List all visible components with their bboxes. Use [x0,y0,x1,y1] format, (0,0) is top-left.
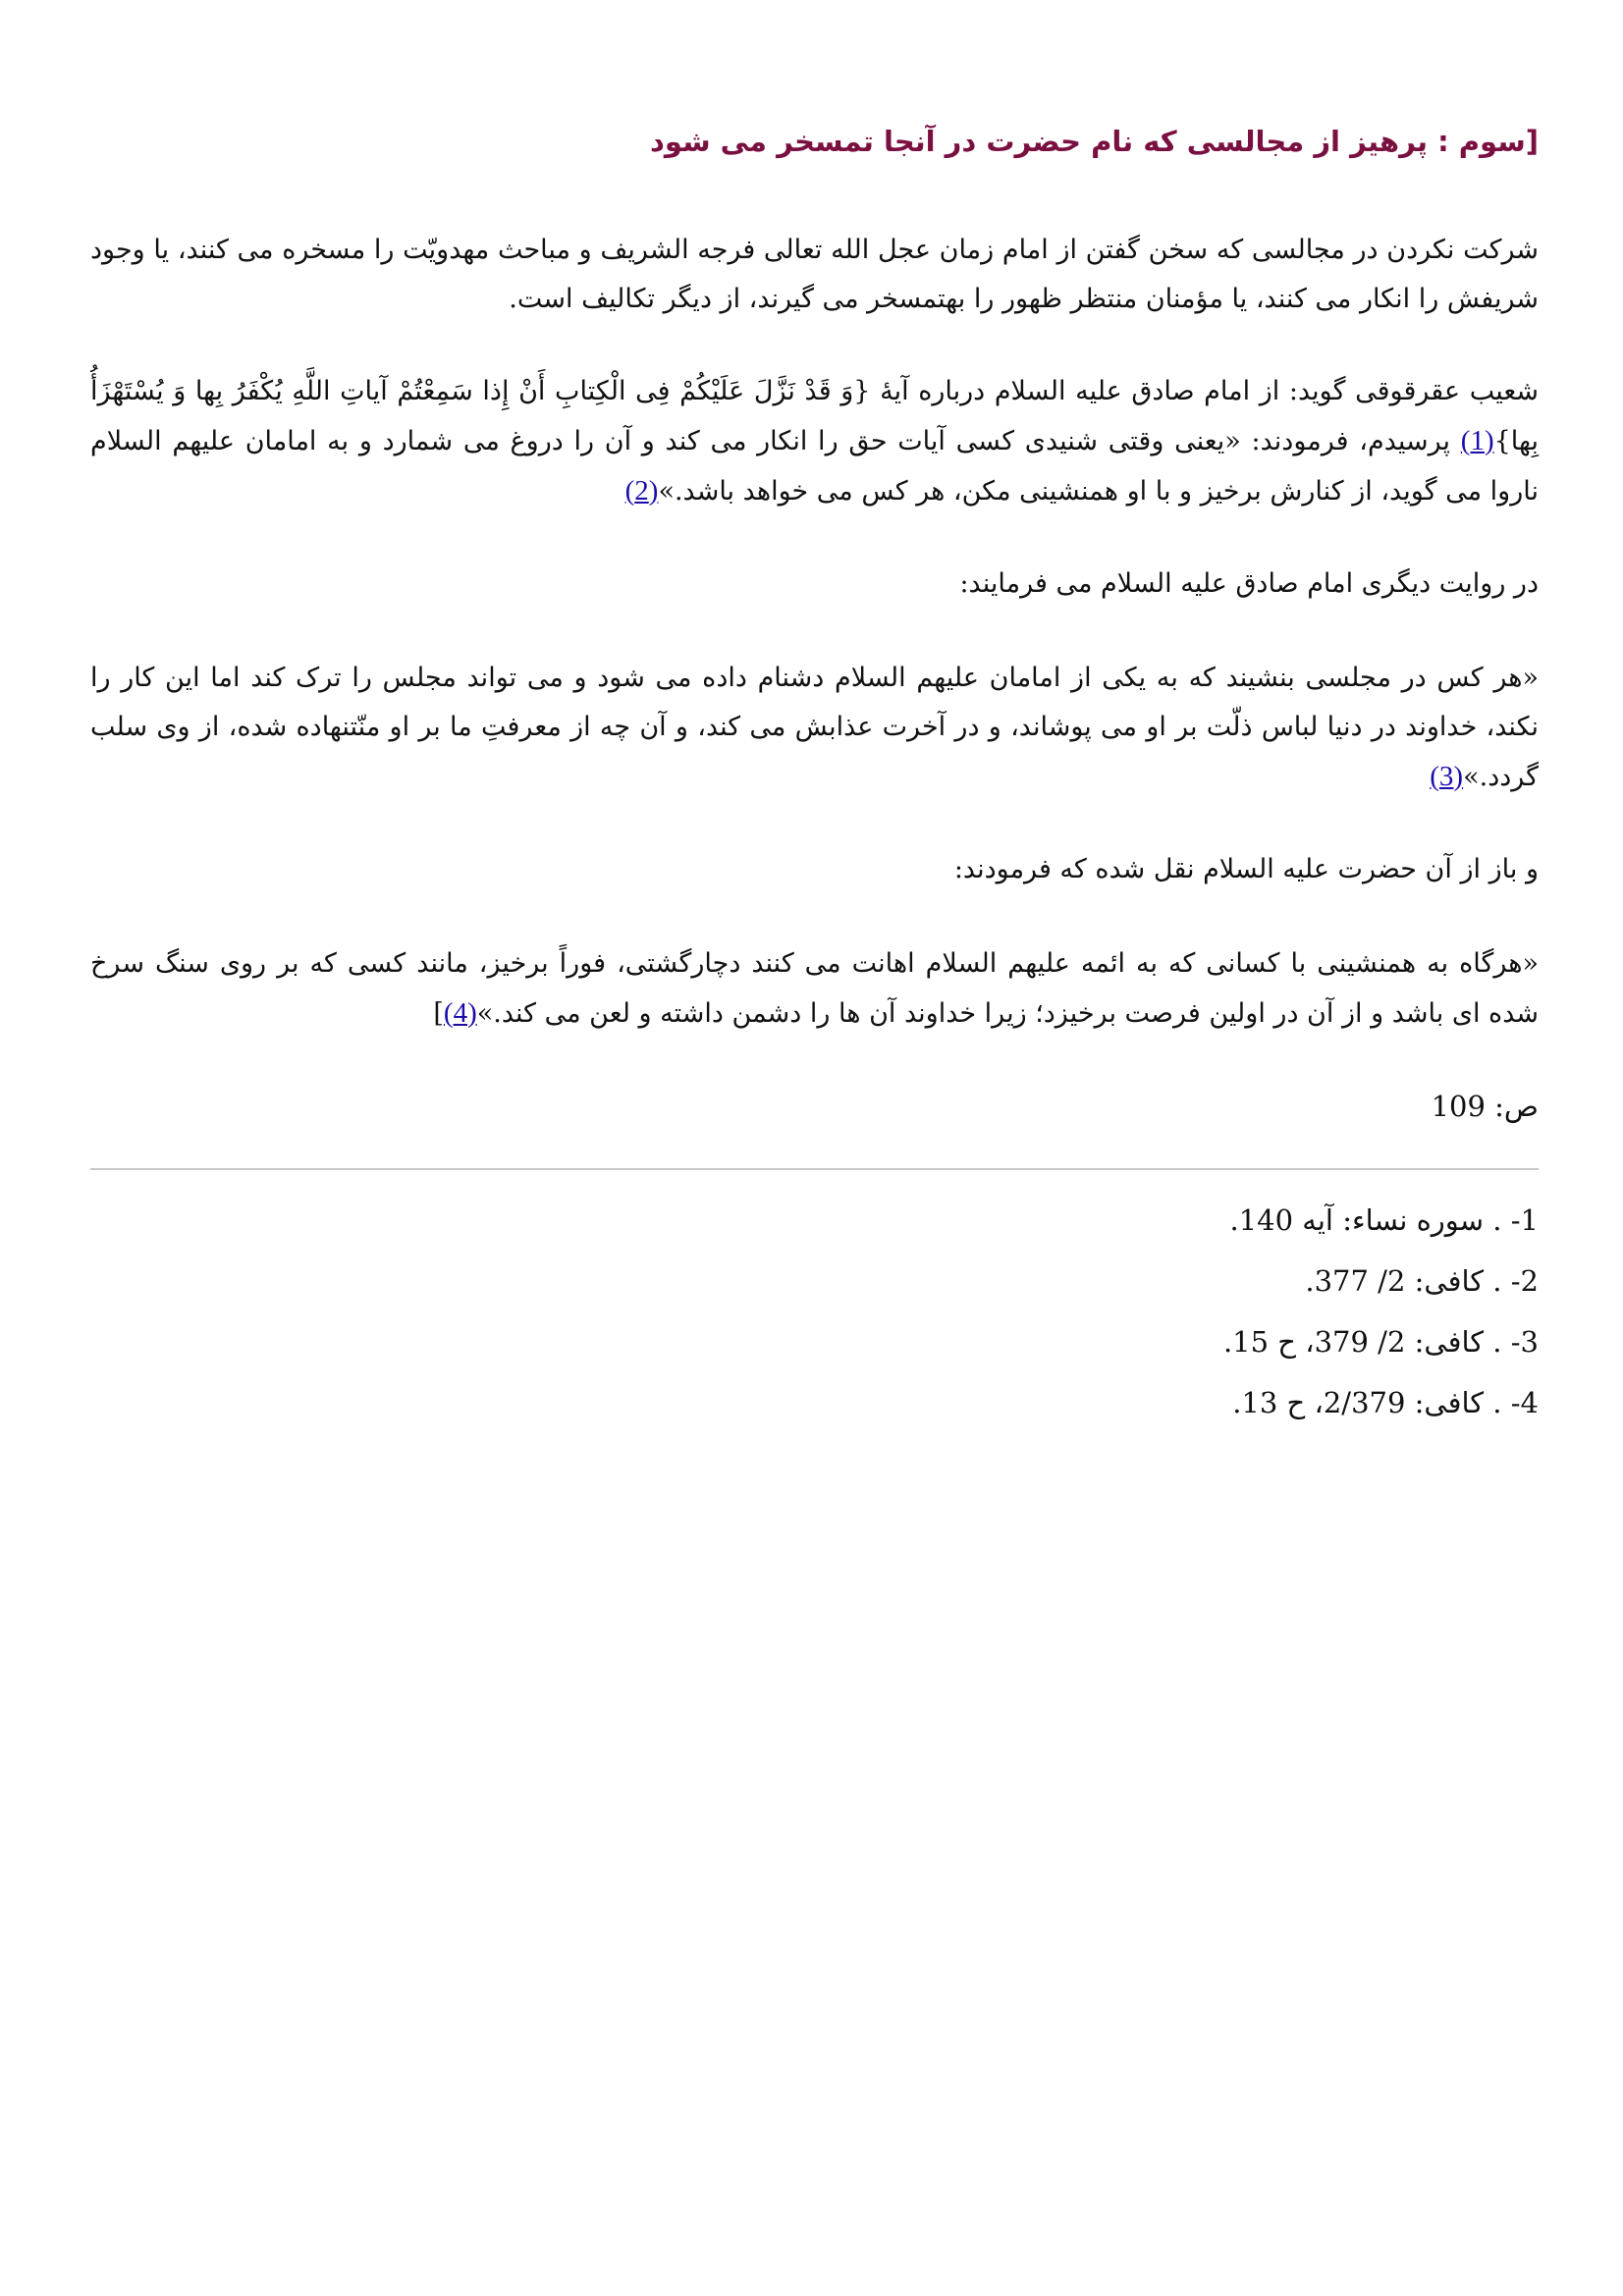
footnote-item: 4- . کافی: 2/379، ح 13. [1232,1386,1539,1419]
paragraph-shuayb-text-a: شعیب عقرقوقی گوید: از امام صادق علیه السلام درباره آیهٔ {وَ قَدْ نَزَّلَ عَلَیْکُمْ فِی الْکِتابِ أَنْ إِذا سَمِعْتُمْ آیاتِ اللَّهِ یُکْفَرُ بِها وَ یُسْتَهْزَأُ بِها} [90,376,1539,456]
footnote-divider [90,1168,1539,1170]
section-heading: [سوم : پرهیز از مجالسی که نام حضرت در آنجا تمسخر می شود [650,125,1539,158]
footnote-link-1[interactable]: (1) [1460,425,1494,456]
paragraph-another-narration-text: در روایت دیگری امام صادق علیه السلام می فرمایند: [959,568,1539,599]
footnote-link-4[interactable]: (4) [443,997,477,1029]
paragraph-intro [90,226,1539,324]
footnote-link-3[interactable]: (3) [1430,761,1464,792]
paragraph-quote-rise-text: «هرگاه به همنشینی با کسانی که به ائمه علیهم السلام اهانت می کنند دچارگشتی، فوراً برخیز، مانند کسی که بر روی سنگ سرخ شده ای باشد و از آن در اولین فرصت برخیزد؛ زیرا خداوند آن ها را دشمن داشته و لعن می کند.» [90,948,1539,1029]
paragraph-also-narrated-text: و باز از آن حضرت علیه السلام نقل شده که فرمودند: [953,854,1539,884]
footnote-item: 2- . کافی: 2/ 377. [1305,1264,1539,1298]
paragraph-shuayb-narration [90,367,1539,516]
paragraph-quote-rise [90,939,1539,1039]
page-number: ص: 109 [1431,1090,1539,1123]
paragraph-another-narration-intro [90,560,1539,609]
paragraph-shuayb-text-b: پرسیدم، فرمودند: «یعنی وقتی شنیدی کسی آیات حق را انکار می کند و آن را دروغ می شمارد و به امامان علیهم السلام ناروا می گوید، از کنارش برخیز و با او همنشینی مکن، هر کس می خواهد باشد.» [90,426,1539,507]
footnote-item: 1- . سوره نساء: آیه 140. [1229,1203,1539,1237]
footnote-link-2[interactable]: (2) [624,475,659,507]
paragraph-also-narrated [90,845,1539,894]
paragraph-quote-majlis-text: «هر کس در مجلسی بنشیند که به یکی از امامان علیهم السلام دشنام داده می شود و می تواند مجلس را ترک کند اما این کار را نکند، خداوند در دنیا لباس ذلّت بر او می پوشاند، و در آخرت عذابش می کند، و آن چه از معرفتِ ما بر او منّتنهاده شده، از وی سلب گردد.» [90,663,1539,792]
paragraph-quote-majlis [90,654,1539,802]
footnote-item: 3- . کافی: 2/ 379، ح 15. [1222,1325,1539,1359]
footnotes-list [90,1190,1539,1433]
paragraph-intro-text: شرکت نکردن در مجالسی که سخن گفتن از امام زمان عجل الله تعالی فرجه الشریف و مباحث مهدویّت را مسخره می کنند، یا وجود شریفش را انکار می کنند، یا مؤمنان منتظر ظهور را بهتمسخر می گیرند، از دیگر تکالیف است. [90,235,1539,314]
closing-bracket: ] [433,998,444,1029]
